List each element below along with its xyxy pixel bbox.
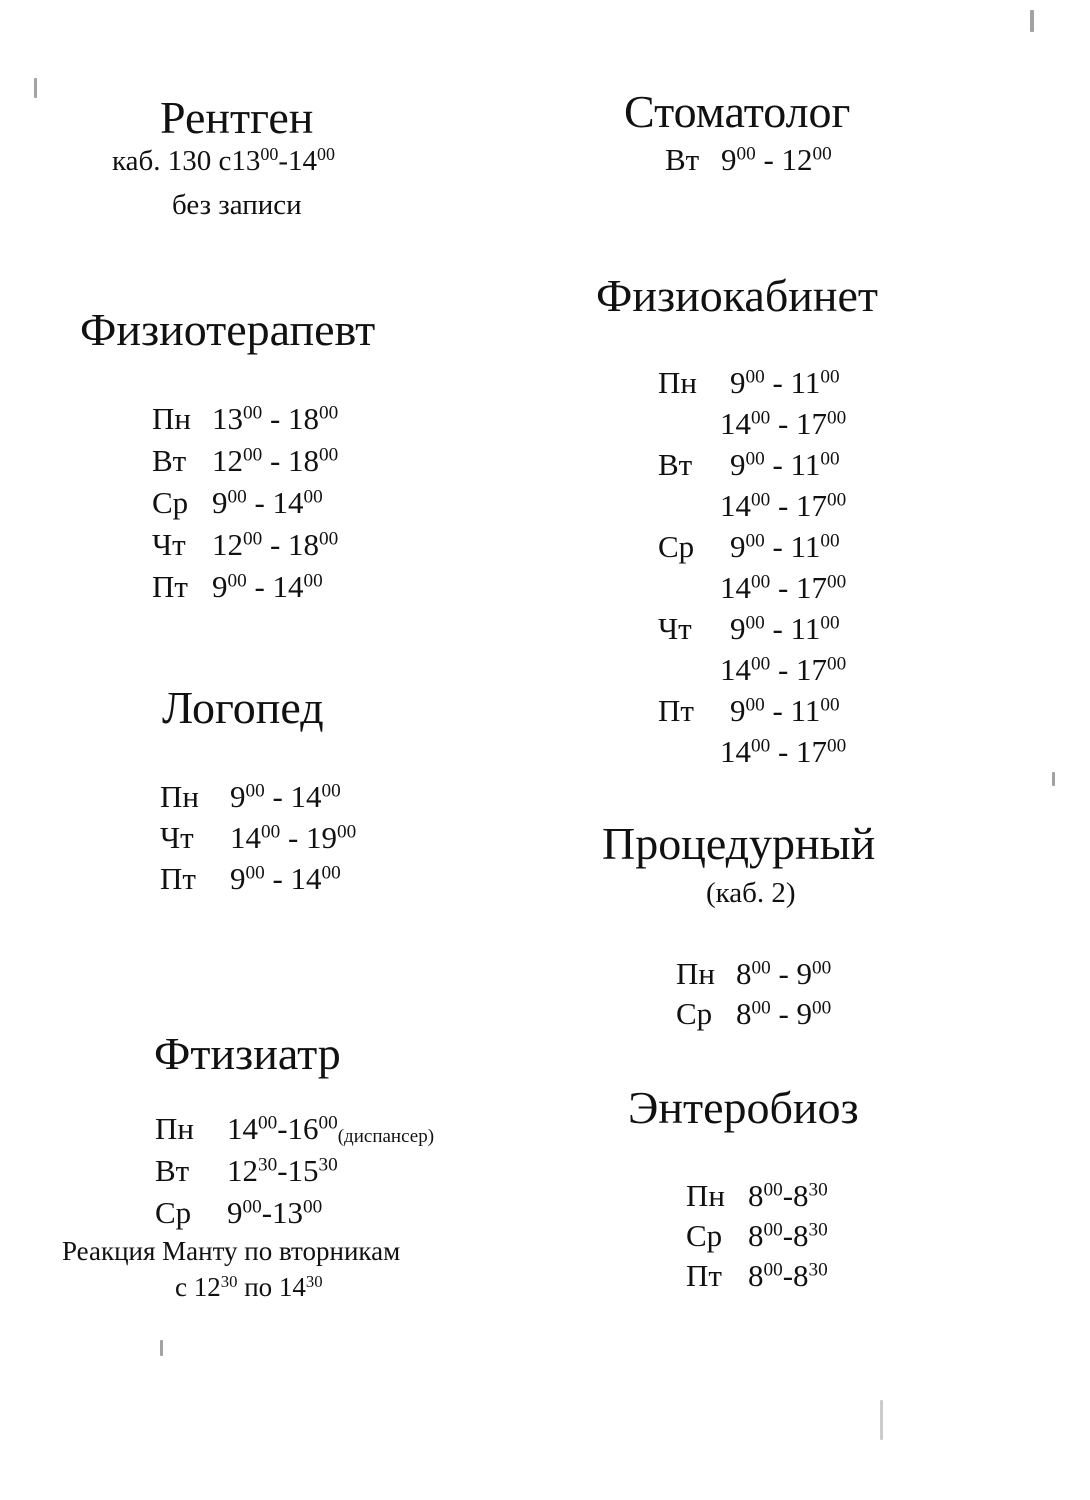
weekday: Чт xyxy=(160,820,194,855)
procedurny-schedule xyxy=(676,954,916,1034)
scan-speck xyxy=(1030,10,1034,32)
schedule-row xyxy=(160,858,420,899)
schedule-row xyxy=(658,444,918,485)
weekday: Пт xyxy=(160,861,196,896)
schedule-row xyxy=(686,1176,906,1216)
weekday: Пн xyxy=(686,1178,725,1213)
time-range: $9^{00} - 11^{00}$ xyxy=(730,447,840,482)
schedule-row xyxy=(152,566,412,608)
weekday: Ср xyxy=(152,485,189,520)
row-note: (диспансер) xyxy=(337,1125,435,1147)
time-range: $8^{00} - 9^{00}$ xyxy=(736,956,832,991)
section-title: Энтеробиоз xyxy=(628,1082,859,1133)
weekday: Пн xyxy=(160,779,199,814)
schedule-row xyxy=(160,776,420,817)
schedule-row xyxy=(658,649,918,690)
schedule-row xyxy=(155,1150,495,1192)
weekday: Пт xyxy=(658,693,694,728)
section-stomatolog xyxy=(624,86,850,138)
weekday: Чт xyxy=(152,527,186,562)
section-fizioterapevt xyxy=(80,304,375,356)
time-range: $12^{00} - 18^{00}$ xyxy=(212,443,339,478)
time-range: $8^{00}-8^{30}$ xyxy=(748,1178,828,1213)
section-enterobioz xyxy=(628,1082,859,1134)
scan-speck xyxy=(1052,772,1055,786)
schedule-row xyxy=(155,1108,495,1150)
section-title: Физиотерапевт xyxy=(80,304,376,355)
schedule-row xyxy=(658,567,918,608)
schedule-row xyxy=(665,140,905,180)
procedurny-cabinet: (каб. 2) xyxy=(706,877,796,909)
weekday: Ср xyxy=(155,1195,192,1230)
schedule-row xyxy=(658,690,918,731)
section-title: Фтизиатр xyxy=(154,1028,341,1079)
scan-speck xyxy=(160,1340,163,1356)
weekday: Вт xyxy=(155,1153,190,1188)
logoped-schedule xyxy=(160,776,420,899)
weekday: Ср xyxy=(686,1218,723,1253)
ftiziatr-schedule xyxy=(155,1108,495,1234)
section-rentgen xyxy=(160,92,313,144)
fiziokabinet-schedule xyxy=(658,362,918,772)
schedule-row xyxy=(152,398,412,440)
section-title: Физиокабинет xyxy=(596,270,878,321)
section-title: Стоматолог xyxy=(624,86,851,137)
time-range: $9^{00}-13^{00}$ xyxy=(227,1195,323,1230)
rentgen-no-appointment: без записи xyxy=(172,189,302,221)
time-range: $8^{00} - 9^{00}$ xyxy=(736,996,832,1031)
scan-speck xyxy=(34,78,37,98)
time-range: $14^{00}-16^{00}_{(диспансер)}$ xyxy=(227,1111,435,1147)
time-range: $14^{00} - 19^{00}$ xyxy=(230,820,357,855)
time-range: $12^{00} - 18^{00}$ xyxy=(212,527,339,562)
time-range: $12^{30}-15^{30}$ xyxy=(227,1153,338,1188)
section-logoped xyxy=(162,682,324,734)
time-range: $9^{00} - 14^{00}$ xyxy=(230,779,341,814)
time-range: $9^{00} - 11^{00}$ xyxy=(730,365,840,400)
schedule-row xyxy=(160,817,420,858)
mantu-time: с $12^{30}$ по $14^{30}$ xyxy=(175,1271,323,1302)
schedule-row xyxy=(686,1256,906,1296)
scan-speck xyxy=(880,1400,883,1440)
weekday: Пн xyxy=(152,401,191,436)
rentgen-cabinet-hours: каб. 130 $с13^{00}-14^{00}$ xyxy=(112,144,336,177)
time-range: $9^{00} - 14^{00}$ xyxy=(230,861,341,896)
schedule-row xyxy=(676,994,916,1034)
fizioterapevt-schedule xyxy=(152,398,412,608)
section-procedurny xyxy=(602,818,875,870)
section-fiziokabinet xyxy=(596,270,878,322)
time-range: $13^{00} - 18^{00}$ xyxy=(212,401,339,436)
schedule-row xyxy=(658,403,918,444)
weekday: Пт xyxy=(152,569,188,604)
time-range: $8^{00}-8^{30}$ xyxy=(748,1218,828,1253)
schedule-row xyxy=(155,1192,495,1234)
time-range: $14^{00} - 17^{00}$ xyxy=(720,488,847,523)
weekday: Пт xyxy=(686,1258,722,1293)
weekday: Пн xyxy=(658,365,697,400)
schedule-row xyxy=(676,954,916,994)
schedule-row xyxy=(152,524,412,566)
weekday: Вт xyxy=(152,443,187,478)
weekday: Ср xyxy=(658,529,695,564)
time-range: $14^{00} - 17^{00}$ xyxy=(720,734,847,769)
section-title: Процедурный xyxy=(602,818,876,869)
schedule-row xyxy=(658,608,918,649)
time-range: $9^{00} - 12^{00}$ xyxy=(721,142,832,177)
time-range: $9^{00} - 11^{00}$ xyxy=(730,529,840,564)
section-title: Логопед xyxy=(162,682,324,733)
schedule-row xyxy=(658,362,918,403)
time-range: $9^{00} - 11^{00}$ xyxy=(730,611,840,646)
schedule-row xyxy=(686,1216,906,1256)
weekday: Чт xyxy=(658,611,692,646)
time-range: $14^{00} - 17^{00}$ xyxy=(720,570,847,605)
schedule-row xyxy=(658,485,918,526)
mantu-note: Реакция Манту по вторникам xyxy=(62,1236,401,1266)
weekday: Вт xyxy=(665,142,700,177)
enterobioz-schedule xyxy=(686,1176,906,1296)
stomatolog-schedule xyxy=(665,140,905,180)
section-title: Рентген xyxy=(160,92,314,143)
time-range: $9^{00} - 14^{00}$ xyxy=(212,569,323,604)
schedule-row xyxy=(658,731,918,772)
schedule-row xyxy=(152,482,412,524)
time-range: $9^{00} - 11^{00}$ xyxy=(730,693,840,728)
weekday: Пн xyxy=(676,956,715,991)
time-range: $14^{00} - 17^{00}$ xyxy=(720,652,847,687)
weekday: Вт xyxy=(658,447,693,482)
schedule-row xyxy=(152,440,412,482)
schedule-row xyxy=(658,526,918,567)
time-range: $8^{00}-8^{30}$ xyxy=(748,1258,828,1293)
weekday: Пн xyxy=(155,1111,194,1146)
time-range: $14^{00} - 17^{00}$ xyxy=(720,406,847,441)
time-range: $9^{00} - 14^{00}$ xyxy=(212,485,323,520)
weekday: Ср xyxy=(676,996,713,1031)
section-ftiziatr xyxy=(154,1028,341,1080)
